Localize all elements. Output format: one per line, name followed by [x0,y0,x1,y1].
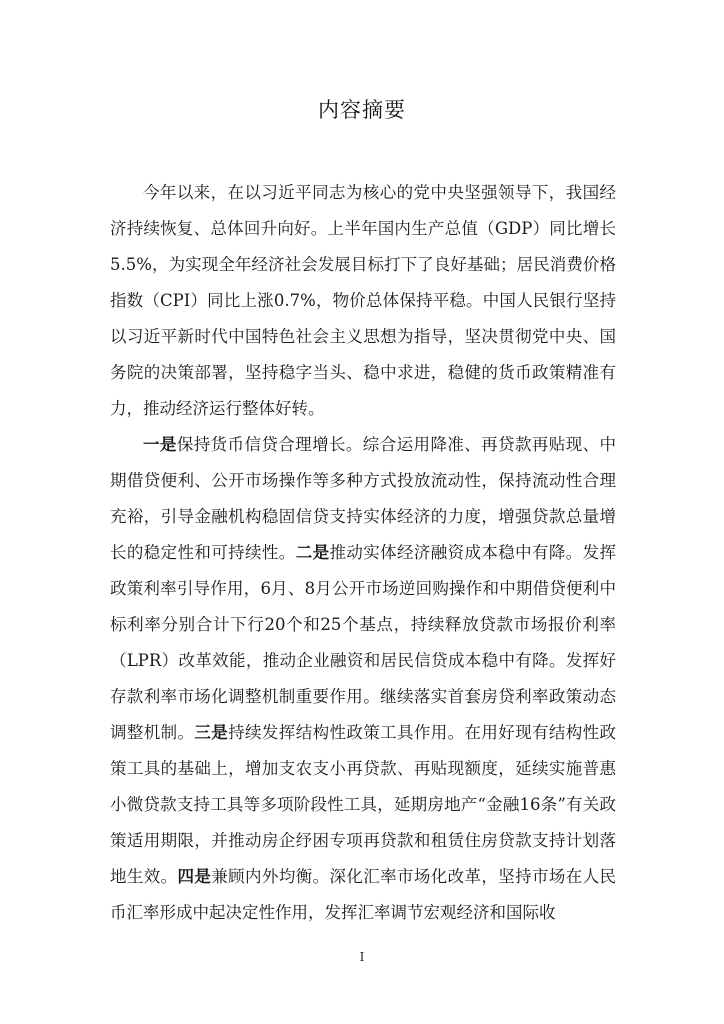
lead-term-second: 二是 [295,543,330,562]
paragraph-text: 推动实体经济融资成本稳中有降。发挥政策利率引导作用，6月、8月公开市场逆回购操作和中期借贷便利中标利率分别合计下行20个和25个基点，持续释放贷款市场报价利率（LPR）改革效能，推动企业融资和居民信贷成本稳中有降。发挥好存款利率市场化调整机制重要作用。继续落实首套房贷利率政策动态调整机制。 [110,543,617,742]
body-text [110,175,616,931]
paragraph-text: 兼顾内外均衡。深化汇率市场化改革，坚持市场在人民币汇率形成中起决定性作用，发挥汇率调节宏观经济和国际收 [110,867,617,922]
paragraph-intro [110,175,616,427]
lead-term-third: 三是 [194,723,229,742]
paragraph-text: 持续发挥结构性政策工具作用。在用好现有结构性政策工具的基础上，增加支农支小再贷款、再贴现额度，延续实施普惠小微贷款支持工具等多项阶段性工具，延期房地产“金融16条”有关政策适用期限，并推动房企纾困专项再贷款和租赁住房贷款支持计划落地生效。 [110,723,617,886]
page-number: I [359,950,365,964]
paragraph-text: 保持货币信贷合理增长。综合运用降准、再贷款再贴现、中期借贷便利、公开市场操作等多种方式投放流动性，保持流动性合理充裕，引导金融机构稳固信贷支持实体经济的力度，增强贷款总量增长的稳定性和可持续性。 [110,435,617,562]
paragraph-measures [110,427,616,931]
lead-term-first: 一是 [143,435,177,454]
lead-term-fourth: 四是 [177,867,212,886]
page-title: 内容摘要 [318,98,406,122]
paragraph-text: 今年以来，在以习近平同志为核心的党中央坚强领导下，我国经济持续恢复、总体回升向好。上半年国内生产总值（GDP）同比增长5.5%，为实现全年经济社会发展目标打下了良好基础；居民消费价格指数（CPI）同比上涨0.7%，物价总体保持平稳。中国人民银行坚持以习近平新时代中国特色社会主义思想为指导，坚决贯彻党中央、国务院的决策部署，坚持稳字当头、稳中求进，稳健的货币政策精准有力，推动经济运行整体好转。 [110,183,616,418]
